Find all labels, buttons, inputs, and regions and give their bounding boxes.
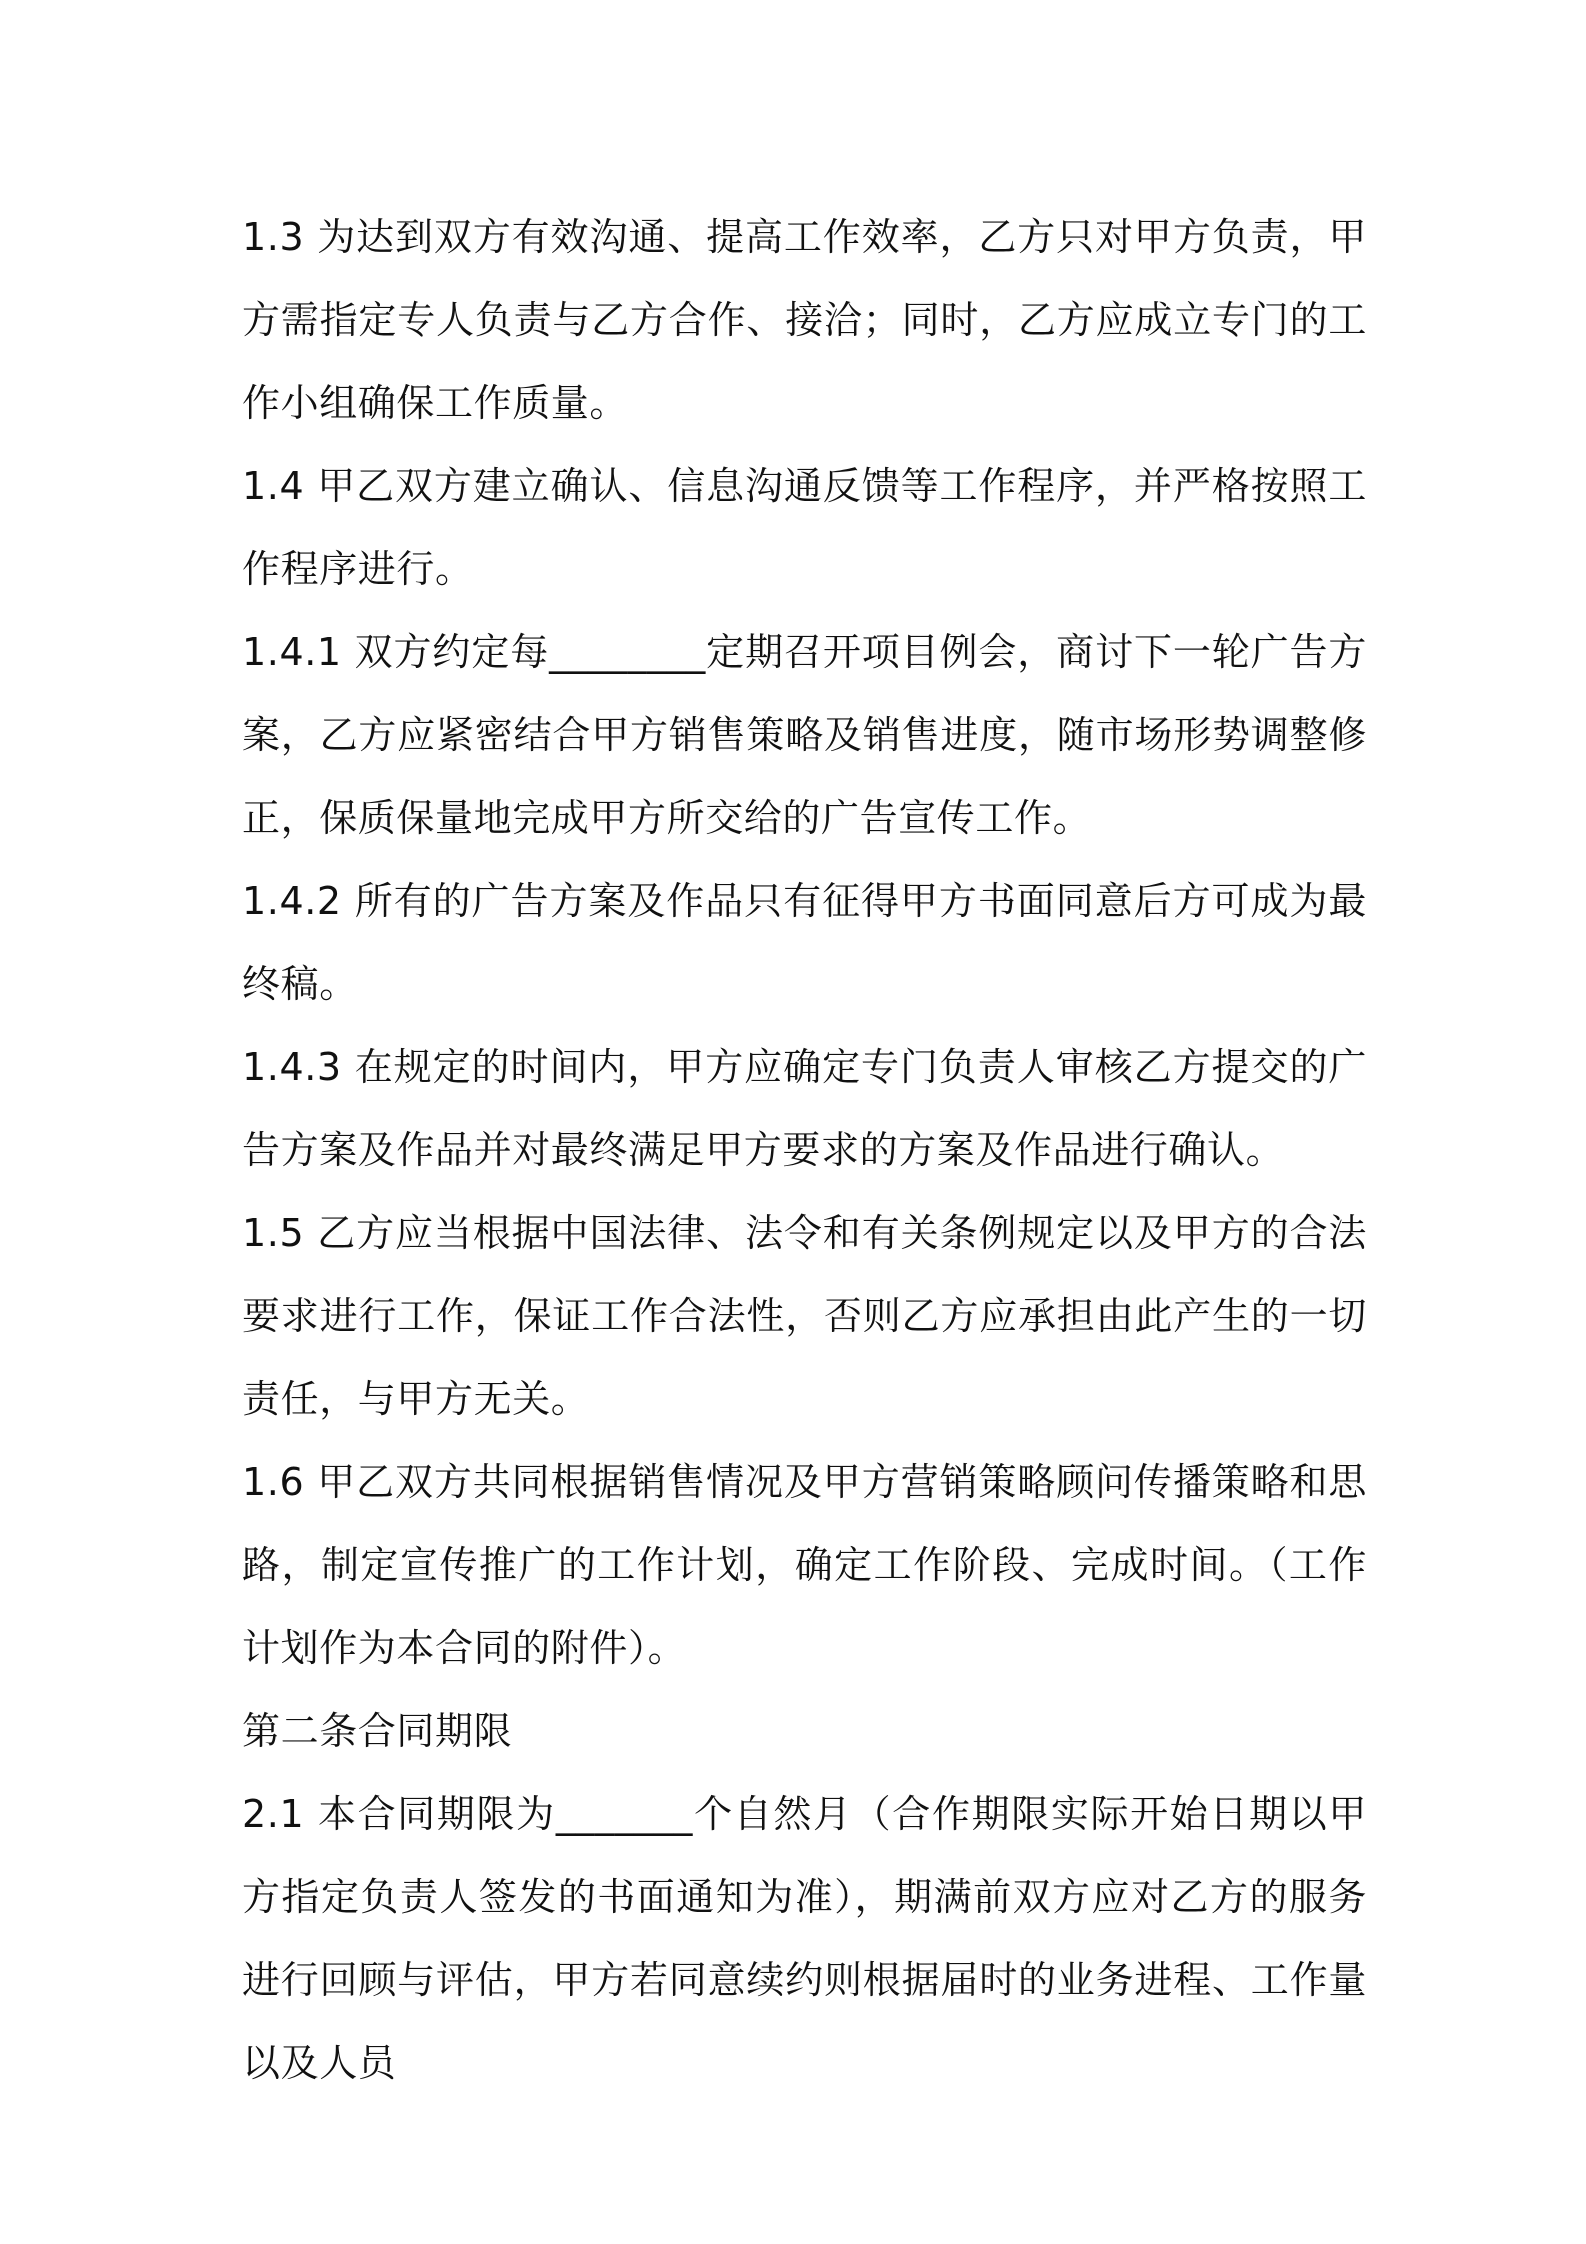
clause-2-1: 2.1 本合同期限为_______个自然月（合作期限实际开始日期以甲方指定负责人签发的书面通知为准），期满前双方应对乙方的服务进行回顾与评估，甲方若同意续约则根据届时的业务进程、工作量以及人员 [242,1792,1367,2085]
clause-1-4-1: 1.4.1 双方约定每________定期召开项目例会，商讨下一轮广告方案，乙方应紧密结合甲方销售策略及销售进度，随市场形势调整修正，保质保量地完成甲方所交给的广告宣传工作。 [242,630,1367,840]
clause-1-6: 1.6 甲乙双方共同根据销售情况及甲方营销策略顾问传播策略和思路，制定宣传推广的工作计划，确定工作阶段、完成时间。（工作计划作为本合同的附件）。 [242,1460,1367,1670]
clause-1-5: 1.5 乙方应当根据中国法律、法令和有关条例规定以及甲方的合法要求进行工作，保证工作合法性，否则乙方应承担由此产生的一切责任，与甲方无关。 [242,1211,1367,1421]
article-2-heading: 第二条合同期限 [242,1709,513,1753]
document-body [242,196,1367,2105]
clause-1-3: 1.3 为达到双方有效沟通、提高工作效率，乙方只对甲方负责，甲方需指定专人负责与乙方合作、接洽；同时，乙方应成立专门的工作小组确保工作质量。 [242,215,1367,425]
clause-1-4-2: 1.4.2 所有的广告方案及作品只有征得甲方书面同意后方可成为最终稿。 [242,879,1367,1006]
clause-1-4: 1.4 甲乙双方建立确认、信息沟通反馈等工作程序，并严格按照工作程序进行。 [242,464,1367,591]
clause-1-4-3: 1.4.3 在规定的时间内，甲方应确定专门负责人审核乙方提交的广告方案及作品并对最终满足甲方要求的方案及作品进行确认。 [242,1045,1367,1172]
